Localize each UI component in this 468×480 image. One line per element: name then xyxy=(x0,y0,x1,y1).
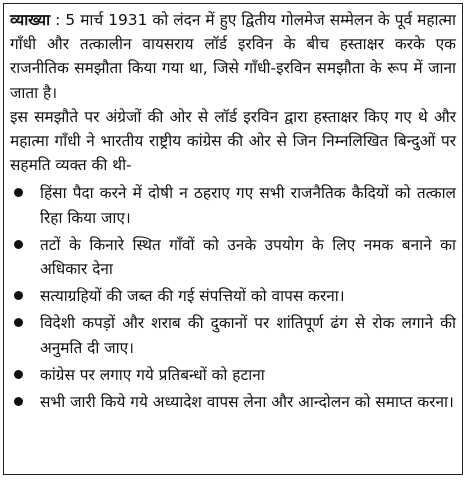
bullet-icon xyxy=(14,188,23,197)
bullet-icon xyxy=(14,318,23,327)
intro-text: : 5 मार्च 1931 को लंदन में हुए द्वितीय गोलमेज सम्मेलन के पूर्व महात्मा गाँधी और तत्कालीन वायसराय लॉर्ड इरविन के बीच हस्ताक्षर करके एक राजनीतिक समझौता किया गया था, जिसे गाँधी-इरविन समझौता के रूप में जाना जाता है। xyxy=(10,11,456,102)
heading-label: व्याख्या xyxy=(10,11,51,29)
points-list xyxy=(10,181,456,414)
second-paragraph: इस समझौते पर अंग्रेजों की ओर से लॉर्ड इरविन द्वारा हस्ताक्षर किए गए थे और महात्मा गाँधी ने भारतीय राष्ट्रीय कांग्रेस की ओर से जिन निम्नलिखित बिन्दुओं पर सहमति व्यक्त की थी- xyxy=(10,107,456,175)
explanation-box xyxy=(3,3,463,475)
list-item-text: सभी जारी किये गये अध्यादेश वापस लेना और आन्दोलन को समाप्त करना। xyxy=(40,393,454,412)
list-item xyxy=(10,181,456,229)
list-item-text: तटों के किनारे स्थित गाँवों को उनके उपयोग के लिए नमक बनाने का अधिकार देना xyxy=(40,235,456,279)
list-item xyxy=(10,284,456,308)
bullet-icon xyxy=(14,397,23,406)
list-item-text: कांग्रेस पर लगाए गये प्रतिबन्धों को हटाना xyxy=(40,365,265,384)
bullet-icon xyxy=(14,370,23,379)
list-item xyxy=(10,363,456,387)
intro-paragraph xyxy=(10,8,456,105)
bullet-icon xyxy=(14,240,23,249)
list-item-text: विदेशी कपड़ों और शराब की दुकानों पर शांतिपूर्ण ढंग से रोक लगाने की अनुमति दी जाए। xyxy=(40,314,456,357)
list-item xyxy=(10,233,456,281)
bullet-icon xyxy=(14,291,23,300)
list-item-text: सत्याग्रहियों की जब्त की गई संपत्तियों को वापस करना। xyxy=(40,287,345,306)
list-item-text: हिंसा पैदा करने में दोषी न ठहराए गए सभी राजनैतिक कैदियों को तत्काल रिहा किया जाए। xyxy=(40,184,456,227)
list-item xyxy=(10,390,456,414)
list-item xyxy=(10,311,456,359)
